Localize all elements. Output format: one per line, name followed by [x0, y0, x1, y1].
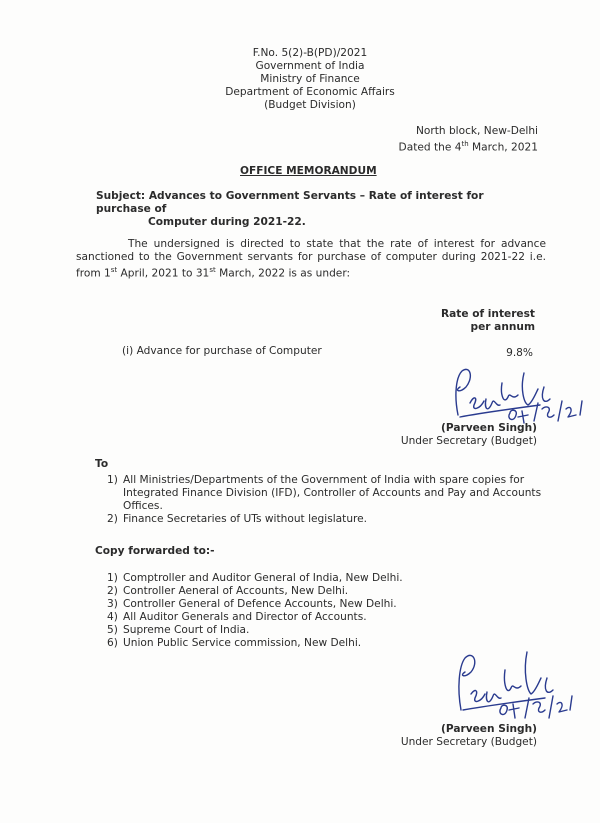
list-item: 2) Finance Secretaries of UTs without legislature.	[107, 513, 368, 525]
subject-line-2: Computer during 2021-22.	[148, 216, 306, 228]
list-item: 5) Supreme Court of India.	[107, 624, 250, 636]
signature-block-1	[401, 422, 537, 448]
list-item: 3) Controller General of Defence Accounts, New Delhi.	[107, 598, 397, 610]
ministry-line: Ministry of Finance	[260, 73, 360, 85]
list-item: 1) All Ministries/Departments of the Government of India with spare copies for Integrated Finance Division (IFD), Controller of Accounts and Pay and Accounts Offices.	[107, 474, 542, 512]
list-item: 4) All Auditor Generals and Director of Accounts.	[107, 611, 367, 623]
list-item: 1) Comptroller and Auditor General of India, New Delhi.	[107, 572, 403, 584]
division-line: (Budget Division)	[264, 99, 356, 111]
rate-item-value: 9.8%	[506, 347, 533, 359]
signature-image-2	[445, 648, 575, 723]
list-item: 2) Controller Aeneral of Accounts, New Delhi.	[107, 585, 349, 597]
place-date	[399, 125, 538, 155]
file-number: F.No. 5(2)-B(PD)/2021	[252, 47, 368, 59]
signature-image-1	[440, 365, 590, 430]
signature-block-2	[401, 723, 537, 749]
signatory-name: (Parveen Singh)	[441, 723, 537, 735]
government-line: Government of India	[255, 60, 365, 72]
signatory-name: (Parveen Singh)	[441, 422, 537, 434]
date-line: Dated the 4th March, 2021	[398, 140, 538, 154]
subject	[96, 190, 536, 229]
location: North block, New-Delhi	[415, 125, 538, 137]
to-list	[107, 474, 547, 526]
to-heading: To	[95, 458, 109, 470]
rate-header: Rate of interest per annum	[440, 308, 535, 333]
body-paragraph: The undersigned is directed to state that the rate of interest for advance sanctioned to the Government servants for purchase of computer during 2021-22 i.e. from 1st April, 2021 to 31st March, 2022 is as under:	[76, 238, 546, 280]
subject-line-1: Advances to Government Servants – Rate of interest for purchase of	[96, 190, 484, 215]
list-item: 6) Union Public Service commission, New Delhi.	[107, 637, 362, 649]
rate-item-label: (i) Advance for purchase of Computer	[122, 345, 322, 357]
subject-label: Subject:	[96, 190, 146, 202]
letterhead	[210, 47, 410, 112]
signatory-designation: Under Secretary (Budget)	[400, 435, 537, 447]
copy-list	[107, 572, 547, 650]
department-line: Department of Economic Affairs	[225, 86, 395, 98]
memo-title: OFFICE MEMORANDUM	[240, 165, 377, 177]
copy-heading: Copy forwarded to:-	[95, 545, 215, 557]
signatory-designation: Under Secretary (Budget)	[400, 736, 537, 748]
